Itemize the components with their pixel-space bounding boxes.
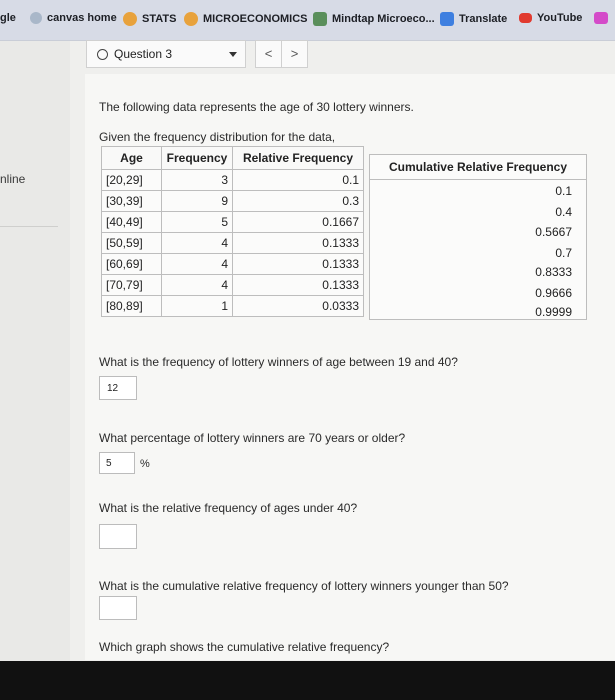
next-question-button[interactable]: > [290,46,299,61]
frequency-cell: 1 [162,296,233,317]
frequency-cell: 5 [162,212,233,233]
cumulative-cell: 0.9666 [535,286,572,300]
translate-icon [440,12,454,26]
frequency-cell: 4 [162,254,233,275]
youtube-icon [519,13,532,23]
relative-frequency-cell: 0.1333 [233,233,364,254]
age-cell: [50,59] [102,233,162,254]
sun-icon [123,12,137,26]
bookmark-label: MICROECONOMICS [203,13,308,25]
radio-icon [97,49,108,60]
bookmark-canvas-home[interactable] [30,12,117,24]
question-1-text: What is the frequency of lottery winners of age between 19 and 40? [99,355,458,369]
question-select-label: Question 3 [114,47,173,61]
column-header-cumulative: Cumulative Relative Frequency [370,155,586,180]
table-row [102,254,364,275]
dark-footer-region [0,661,615,700]
bookmark-label: gle [0,12,16,24]
frequency-table [101,146,364,317]
canvas-icon [30,12,42,24]
bookmark-label: Mindtap Microeco... [332,13,435,25]
bookmark-stats[interactable] [123,12,176,26]
cumulative-cell: 0.4 [555,205,572,219]
age-cell: [40,49] [102,212,162,233]
table-header-row [102,147,364,170]
age-cell: [80,89] [102,296,162,317]
bookmark-label: STATS [142,13,177,25]
relative-frequency-cell: 0.1333 [233,275,364,296]
prev-question-button[interactable]: < [256,41,282,67]
cumulative-cell: 0.7 [555,246,572,260]
table-row [102,275,364,296]
frequency-cell: 3 [162,170,233,191]
question-5-text: Which graph shows the cumulative relative frequency? [99,640,390,654]
relative-frequency-cell: 0.1667 [233,212,364,233]
relative-frequency-cell: 0.1 [233,170,364,191]
bookmark-youtube[interactable] [519,12,582,24]
answer-input-4[interactable] [99,596,137,620]
cumulative-cell: 0.9999 [535,305,572,319]
answer-input-2[interactable]: 5 [99,452,135,474]
m-icon [594,12,608,24]
bookmark-m[interactable] [594,12,608,24]
bookmark-google[interactable] [0,12,16,24]
table-row [102,212,364,233]
percent-unit: % [140,458,150,470]
column-header-age: Age [102,147,162,170]
relative-frequency-cell: 0.0333 [233,296,364,317]
sun-icon [184,12,198,26]
bookmark-translate[interactable] [440,12,507,26]
cumulative-frequency-column [369,154,587,320]
question-3-text: What is the relative frequency of ages under 40? [99,501,358,515]
bookmark-microeconomics[interactable] [184,12,308,26]
bookmark-label: canvas home [47,12,117,24]
age-cell: [30,39] [102,191,162,212]
sidebar-item-online[interactable]: nline [0,172,26,186]
frequency-cell: 9 [162,191,233,212]
bookmarks-bar [0,0,615,41]
column-header-frequency: Frequency [162,147,233,170]
table-row [102,170,364,191]
table-row [102,233,364,254]
bookmark-label: Translate [459,13,508,25]
table-row [102,191,364,212]
relative-frequency-cell: 0.3 [233,191,364,212]
intro-text: The following data represents the age of 30 lottery winners. [99,100,414,114]
intro-text-2: Given the frequency distribution for the data, [99,130,336,144]
left-sidebar [0,41,70,661]
bookmark-label: YouTube [537,12,583,24]
table-row [102,296,364,317]
age-cell: [60,69] [102,254,162,275]
column-header-relative-frequency: Relative Frequency [233,147,364,170]
divider [0,226,58,227]
chevron-down-icon [229,52,237,57]
cumulative-cell: 0.1 [555,184,572,198]
frequency-cell: 4 [162,233,233,254]
mindtap-icon [313,12,327,26]
bookmark-mindtap[interactable] [313,12,435,26]
question-select[interactable] [86,40,246,68]
age-cell: [70,79] [102,275,162,296]
question-2-text: What percentage of lottery winners are 70 years or older? [99,431,406,445]
frequency-cell: 4 [162,275,233,296]
answer-input-3[interactable] [99,524,137,549]
age-cell: [20,29] [102,170,162,191]
question-nav [255,40,308,68]
answer-input-1[interactable]: 12 [99,376,137,400]
relative-frequency-cell: 0.1333 [233,254,364,275]
question-4-text: What is the cumulative relative frequency of lottery winners younger than 50? [99,579,509,593]
cumulative-cell: 0.5667 [535,225,572,239]
cumulative-cell: 0.8333 [535,265,572,279]
